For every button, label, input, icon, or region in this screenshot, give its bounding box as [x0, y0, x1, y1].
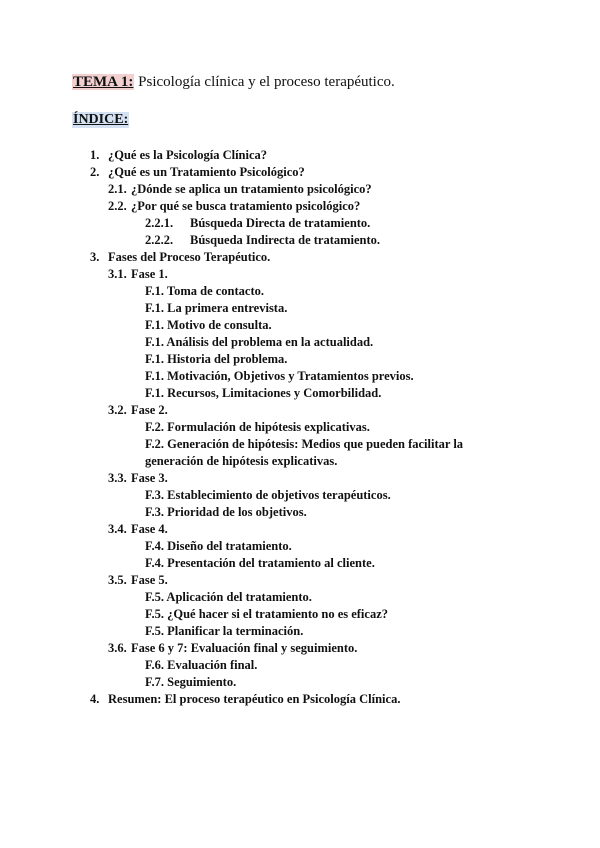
toc-item-number: 2.2.2.: [145, 233, 174, 247]
toc-item-number: 2.1.: [108, 182, 127, 196]
toc-item-text: F.1. Motivo de consulta.: [145, 318, 272, 332]
toc-item-number: 2.2.: [108, 199, 127, 213]
toc-item: [0, 232, 600, 249]
toc-item-text: F.3. Establecimiento de objetivos terapéuticos.: [145, 488, 391, 502]
toc-item-text: F.1. La primera entrevista.: [145, 301, 288, 315]
toc-item-text: Fase 3.: [131, 471, 168, 485]
toc-item: [0, 453, 600, 470]
tema-label: TEMA 1:: [73, 74, 134, 90]
toc-item: [0, 266, 600, 283]
toc-item: [0, 504, 600, 521]
toc-item: [0, 215, 600, 232]
toc-item-text: F.4. Presentación del tratamiento al cliente.: [145, 556, 375, 570]
toc-item-number: 2.2.1.: [145, 216, 174, 230]
toc-item: [0, 606, 600, 623]
toc-item-number: 4.: [90, 692, 100, 706]
toc-item: [0, 402, 600, 419]
toc-item: [0, 147, 600, 164]
toc-item-number: 3.: [90, 250, 100, 264]
toc-item: [0, 334, 600, 351]
toc-item-text: F.2. Formulación de hipótesis explicativas.: [145, 420, 370, 434]
toc-item: [0, 640, 600, 657]
toc-item: [0, 249, 600, 266]
toc-item-text: Fase 4.: [131, 522, 168, 536]
page-title: [72, 74, 395, 91]
toc-item-number: 3.4.: [108, 522, 127, 536]
toc-item: [0, 368, 600, 385]
toc-item-number: 3.1.: [108, 267, 127, 281]
toc-item-text: ¿Qué es la Psicología Clínica?: [108, 148, 268, 162]
toc-item-number: 3.2.: [108, 403, 127, 417]
toc-item-text: F.5. Aplicación del tratamiento.: [145, 590, 312, 604]
toc-item-text: ¿Dónde se aplica un tratamiento psicológico?: [131, 182, 372, 196]
toc-item-text: F.5. ¿Qué hacer si el tratamiento no es eficaz?: [145, 607, 389, 621]
toc-item: [0, 283, 600, 300]
toc-item-text: generación de hipótesis explicativas.: [145, 454, 338, 468]
toc-item-text: F.1. Toma de contacto.: [145, 284, 264, 298]
toc-item: [0, 623, 600, 640]
toc-item-number: 1.: [90, 148, 100, 162]
toc-item-number: 3.6.: [108, 641, 127, 655]
toc-item: [0, 555, 600, 572]
toc-item-text: F.1. Análisis del problema en la actualidad.: [145, 335, 374, 349]
toc-item: [0, 521, 600, 538]
toc-item: [0, 674, 600, 691]
toc-item: [0, 385, 600, 402]
toc-item-text: F.3. Prioridad de los objetivos.: [145, 505, 307, 519]
toc-item: [0, 317, 600, 334]
toc-item-number: 2.: [90, 165, 100, 179]
toc-item-text: Fase 2.: [131, 403, 168, 417]
toc-item-number: 3.5.: [108, 573, 127, 587]
toc-item: [0, 657, 600, 674]
toc-item: [0, 300, 600, 317]
toc-item: [0, 419, 600, 436]
toc-item-text: F.1. Recursos, Limitaciones y Comorbilidad.: [145, 386, 382, 400]
toc-item-text: ¿Qué es un Tratamiento Psicológico?: [108, 165, 305, 179]
toc-item-text: Fase 1.: [131, 267, 168, 281]
toc-item: [0, 436, 600, 453]
toc-item-text: Búsqueda Directa de tratamiento.: [190, 216, 371, 230]
toc-item-text: F.6. Evaluación final.: [145, 658, 258, 672]
toc-item: [0, 487, 600, 504]
toc-item-text: F.2. Generación de hipótesis: Medios que pueden facilitar la: [145, 437, 464, 451]
toc-item: [0, 572, 600, 589]
toc-item-text: ¿Por qué se busca tratamiento psicológico?: [131, 199, 361, 213]
table-of-contents: [0, 147, 600, 708]
toc-item-number: 3.3.: [108, 471, 127, 485]
title-text: Psicología clínica y el proceso terapéutico.: [138, 74, 395, 90]
toc-item-text: Búsqueda Indirecta de tratamiento.: [190, 233, 381, 247]
toc-item-text: Resumen: El proceso terapéutico en Psicología Clínica.: [108, 692, 401, 706]
toc-item-text: Fases del Proceso Terapéutico.: [108, 250, 271, 264]
toc-item-text: Fase 5.: [131, 573, 168, 587]
index-heading: ÍNDICE:: [73, 112, 129, 127]
toc-item: [0, 198, 600, 215]
toc-item: [0, 181, 600, 198]
toc-item-text: Fase 6 y 7: Evaluación final y seguimiento.: [131, 641, 358, 655]
toc-item: [0, 164, 600, 181]
toc-item: [0, 351, 600, 368]
toc-item: [0, 538, 600, 555]
toc-item-text: F.5. Planificar la terminación.: [145, 624, 304, 638]
toc-item: [0, 691, 600, 708]
toc-item-text: F.4. Diseño del tratamiento.: [145, 539, 292, 553]
toc-item: [0, 589, 600, 606]
toc-item-text: F.1. Motivación, Objetivos y Tratamientos previos.: [145, 369, 414, 383]
toc-item-text: F.7. Seguimiento.: [145, 675, 237, 689]
toc-item: [0, 470, 600, 487]
toc-item-text: F.1. Historia del problema.: [145, 352, 288, 366]
